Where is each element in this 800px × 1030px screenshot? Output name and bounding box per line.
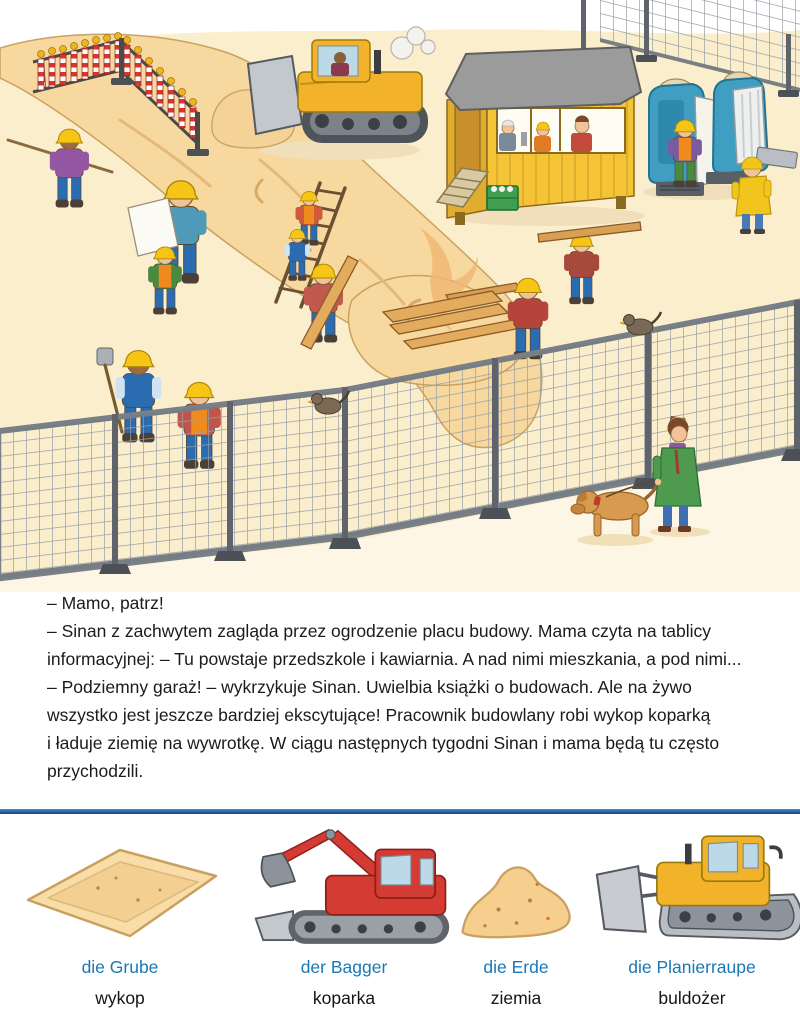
german-term: die Grube xyxy=(81,957,159,977)
story-line: – Mamo, patrz! xyxy=(47,593,164,613)
german-term: die Erde xyxy=(483,957,549,977)
dirt-pile-icon xyxy=(449,822,584,946)
container-roof xyxy=(446,47,641,110)
story-line: – Sinan z zachwytem zagląda przez ogrodzenie placu budowy. Mama czyta na tablicy xyxy=(47,621,712,641)
driver-head xyxy=(334,52,346,64)
office-door xyxy=(455,106,480,176)
section-divider xyxy=(0,809,800,814)
bulldozer-blade xyxy=(248,56,302,134)
polish-term: ziemia xyxy=(490,988,542,1008)
german-term: die Planierraupe xyxy=(628,957,756,977)
pit-icon xyxy=(18,822,223,946)
vocab-item-bagger xyxy=(240,822,448,1009)
story-line: informacyjnej: – Tu powstaje przedszkole i kawiarnia. A nad nimi mieszkania, a pod nimi... xyxy=(47,649,742,669)
story-line: – Podziemny garaż! – wykrzykuje Sinan. Uwielbia książki o budowach. Ale na żywo xyxy=(47,677,692,697)
bulldozer-cab xyxy=(312,40,370,82)
story-line: wszystko jest jeszcze bardziej ekscytujące! Pracownik budowlany robi wykop koparką xyxy=(47,705,711,725)
polish-term: wykop xyxy=(95,988,145,1008)
polish-term: buldożer xyxy=(658,988,726,1008)
office-window xyxy=(497,107,625,153)
vocab-item-planierraupe xyxy=(584,822,800,1009)
bottle-crate xyxy=(487,186,518,210)
vocab-item-grube xyxy=(0,822,240,1009)
driver xyxy=(331,63,349,76)
story-line: przychodzili. xyxy=(47,761,144,781)
bulldozer-icon xyxy=(580,822,800,946)
vocabulary-row xyxy=(0,822,800,1009)
vocab-item-erde xyxy=(448,822,584,1009)
polish-term: koparka xyxy=(312,988,376,1008)
german-term: der Bagger xyxy=(300,957,388,977)
site-office-container xyxy=(437,47,641,225)
story-paragraph xyxy=(47,589,771,785)
exhaust-pipe xyxy=(374,50,381,74)
story-line: i ładuje ziemię na wywrotkę. W ciągu następnych tygodni Sinan i mama będą tu często xyxy=(47,733,720,753)
excavator-icon xyxy=(237,822,452,946)
